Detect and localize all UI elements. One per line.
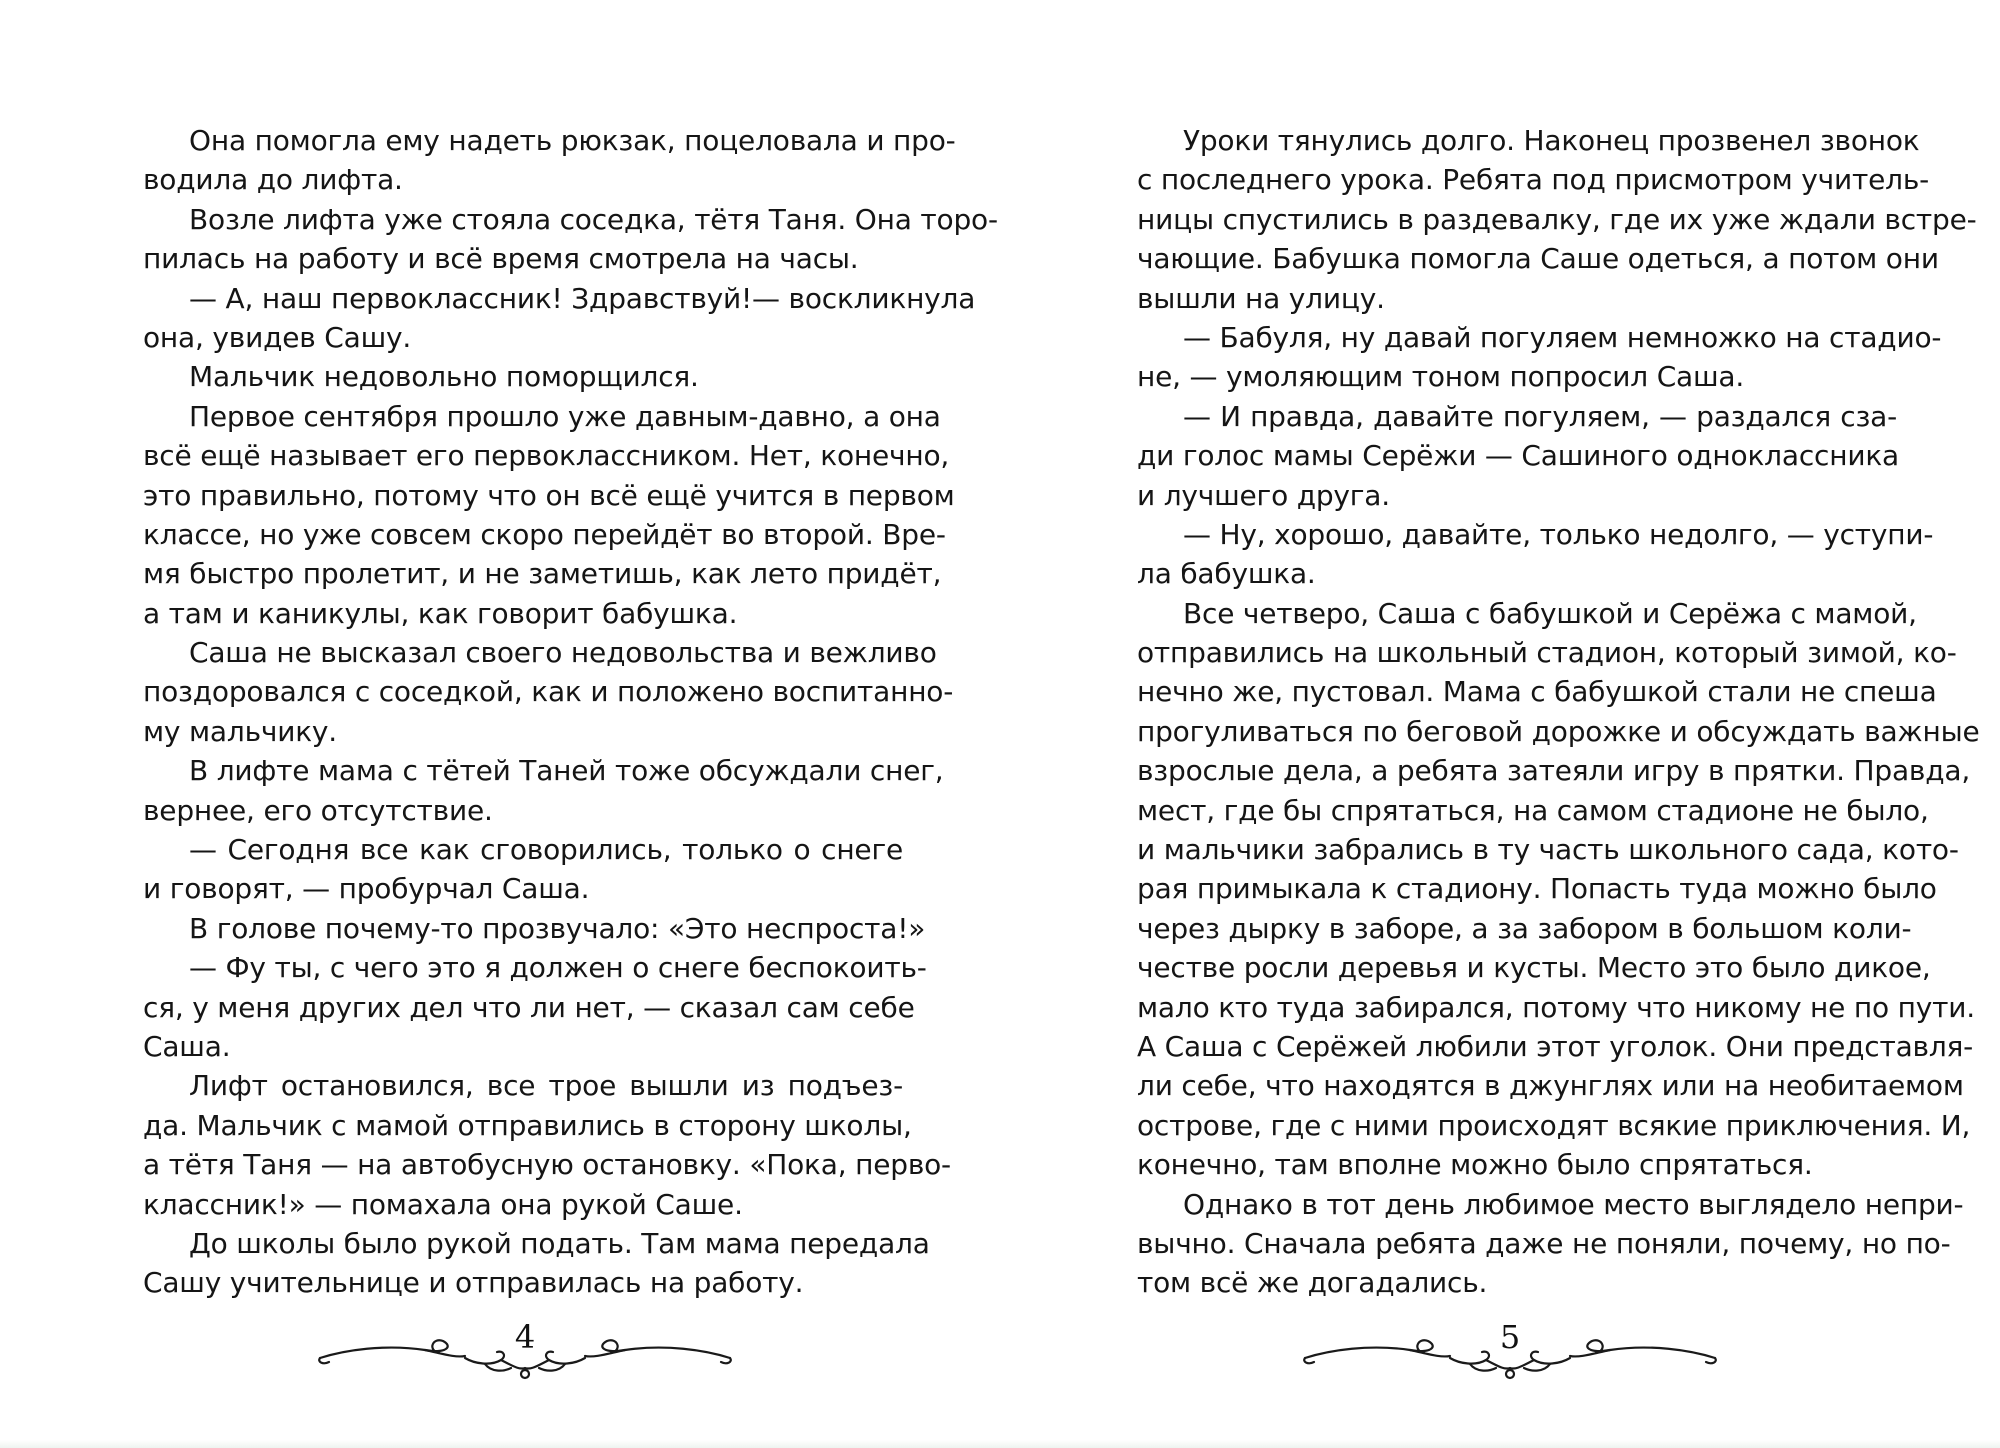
- text-line: — Бабуля, ну давай погуляем немножко на стадио-: [1183, 320, 1942, 354]
- text-line: Саша.: [143, 1029, 231, 1063]
- text-line: она, увидев Сашу.: [143, 320, 412, 354]
- text-line: Уроки тянулись долго. Наконец прозвенел звонок: [1183, 124, 1920, 157]
- text-line: Мальчик недовольно поморщился.: [189, 360, 699, 394]
- right-page-footer: [1300, 1320, 1720, 1380]
- text-line: отправились на школьный стадион, который зимой, ко-: [1137, 636, 1957, 670]
- text-line: ницы спустились в раздевалку, где их уже ждали встре-: [1137, 202, 1977, 236]
- text-line: ся, у меня других дел что ли нет, — сказал сам себе: [143, 990, 915, 1024]
- text-line: нечно же, пустовал. Мама с бабушкой стали не спеша: [1137, 675, 1937, 709]
- text-line: всё ещё называет его первоклассником. Нет, конечно,: [143, 439, 950, 473]
- text-line: водила до лифта.: [143, 163, 403, 197]
- text-line: Лифт остановился, все трое вышли из подъез-: [189, 1069, 903, 1103]
- text-line: вычно. Сначала ребята даже не поняли, почему, но по-: [1137, 1226, 1951, 1260]
- text-line: пилась на работу и всё время смотрела на часы.: [143, 242, 859, 276]
- page-number: 4: [514, 1318, 536, 1356]
- text-line: Все четверо, Саша с бабушкой и Серёжа с мамой,: [1183, 596, 1917, 630]
- text-line: Первое сентября прошло уже давным-давно, а она: [189, 399, 941, 433]
- text-line: А Саша с Серёжей любили этот уголок. Они представля-: [1137, 1029, 1974, 1063]
- text-line: — Фу ты, с чего это я должен о снеге беспокоить-: [189, 951, 927, 985]
- text-line: мя быстро пролетит, и не заметишь, как лето придёт,: [143, 557, 942, 591]
- text-line: мало кто туда забирался, потому что никому не по пути.: [1137, 990, 1975, 1024]
- text-line: том всё же догадались.: [1137, 1266, 1488, 1300]
- text-line: ди голос мамы Серёжи — Сашиного одноклассника: [1137, 439, 1899, 473]
- text-line: классник!» — помахала она рукой Саше.: [143, 1187, 743, 1221]
- text-line: конечно, там вполне можно было спрятаться.: [1137, 1148, 1813, 1182]
- text-line: мест, где бы спрятаться, на самом стадионе не было,: [1137, 793, 1929, 827]
- text-line: честве росли деревья и кусты. Место это было дикое,: [1137, 951, 1931, 985]
- text-line: прогуливаться по беговой дорожке и обсуждать важные: [1137, 714, 1980, 748]
- text-line: классе, но уже совсем скоро перейдёт во второй. Вре-: [143, 517, 946, 551]
- text-line: Саша не высказал своего недовольства и вежливо: [189, 636, 937, 670]
- text-line: ла бабушка.: [1137, 557, 1316, 591]
- text-line: Возле лифта уже стояла соседка, тётя Таня. Она торо-: [189, 202, 998, 236]
- text-line: му мальчику.: [143, 714, 337, 748]
- text-line: а там и каникулы, как говорит бабушка.: [143, 596, 738, 630]
- text-line: вышли на улицу.: [1137, 281, 1385, 315]
- text-line: острове, где с ними происходят всякие приключения. И,: [1137, 1108, 1971, 1142]
- right-page-text: [1137, 121, 1980, 1303]
- text-line: Однако в тот день любимое место выглядело непри-: [1183, 1187, 1964, 1221]
- text-line: с последнего урока. Ребята под присмотром учитель-: [1137, 163, 1930, 197]
- text-line: — Ну, хорошо, давайте, только недолго, — уступи-: [1183, 517, 1934, 551]
- text-line: взрослые дела, а ребята затеяли игру в прятки. Правда,: [1137, 754, 1971, 788]
- text-line: В лифте мама с тётей Таней тоже обсуждали снег,: [189, 754, 944, 788]
- text-line: Она помогла ему надеть рюкзак, поцеловала и про-: [189, 124, 956, 157]
- text-line: не, — умоляющим тоном попросил Саша.: [1137, 360, 1745, 394]
- text-line: и говорят, — пробурчал Саша.: [143, 872, 590, 906]
- text-line: поздоровался с соседкой, как и положено воспитанно-: [143, 675, 954, 709]
- text-line: — А, наш первоклассник! Здравствуй!— воскликнула: [189, 281, 976, 315]
- text-line: чающие. Бабушка помогла Саше одеться, а потом они: [1137, 242, 1939, 276]
- text-line: и лучшего друга.: [1137, 478, 1390, 512]
- text-line: через дырку в заборе, а за забором в большом коли-: [1137, 911, 1912, 945]
- text-line: — Сегодня все как сговорились, только о снеге: [189, 833, 903, 867]
- page-number: 5: [1499, 1318, 1521, 1356]
- text-line: До школы было рукой подать. Там мама передала: [189, 1226, 930, 1260]
- text-line: вернее, его отсутствие.: [143, 793, 493, 827]
- text-line: В голове почему-то прозвучало: «Это неспроста!»: [189, 911, 926, 945]
- text-line: ли себе, что находятся в джунглях или на необитаемом: [1137, 1069, 1964, 1103]
- left-page-text: [143, 121, 998, 1303]
- text-line: — И правда, давайте погуляем, — раздался сза-: [1183, 399, 1897, 433]
- text-line: да. Мальчик с мамой отправились в сторону школы,: [143, 1108, 912, 1142]
- left-page-footer: [315, 1320, 735, 1380]
- text-line: рая примыкала к стадиону. Попасть туда можно было: [1137, 872, 1937, 906]
- text-line: это правильно, потому что он всё ещё учится в первом: [143, 478, 955, 512]
- page-edge-shadow: [0, 1440, 2000, 1448]
- right-page: [1000, 0, 2000, 1448]
- text-line: а тётя Таня — на автобусную остановку. «Пока, перво-: [143, 1148, 951, 1182]
- text-line: Сашу учительнице и отправилась на работу.: [143, 1266, 804, 1300]
- text-line: и мальчики забрались в ту часть школьного сада, кото-: [1137, 833, 1959, 867]
